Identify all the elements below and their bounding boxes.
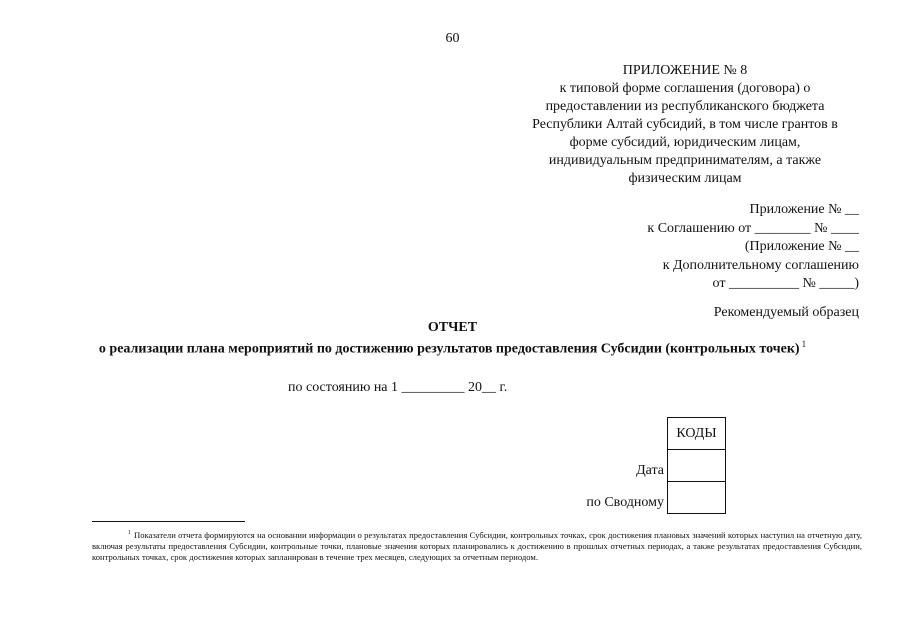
codes-summary-field[interactable] — [668, 482, 726, 514]
attachment-block — [647, 201, 859, 294]
codes-header-row — [514, 418, 726, 450]
footnote-indent — [92, 530, 128, 540]
appendix-line: к типовой форме соглашения (договора) о — [559, 81, 811, 96]
appendix-line: Республики Алтай субсидий, в том числе грантов в — [532, 117, 838, 132]
attachment-line: от __________ № _____) — [712, 276, 859, 291]
appendix-line: форме субсидий, юридическим лицам, — [569, 135, 801, 150]
codes-row-label: по Сводному — [586, 494, 664, 510]
page-number: 60 — [445, 31, 460, 46]
appendix-line: предоставлении из республиканского бюджета — [545, 99, 825, 114]
codes-row-date — [514, 450, 726, 482]
codes-table — [514, 417, 726, 514]
appendix-title: ПРИЛОЖЕНИЕ № 8 — [622, 63, 748, 78]
report-title: ОТЧЕТ — [427, 320, 478, 335]
attachment-line: Приложение № __ — [749, 202, 859, 217]
attachment-line: к Дополнительному соглашению — [662, 257, 859, 273]
footnote — [92, 528, 862, 563]
appendix-line: физическим лицам — [628, 171, 742, 186]
footnote-divider — [92, 521, 245, 522]
codes-date-field[interactable] — [668, 450, 726, 482]
as-of-date-line: по состоянию на 1 _________ 20__ г. — [288, 380, 508, 395]
footnote-reference: 1 — [801, 339, 807, 349]
attachment-line: (Приложение № __ — [744, 239, 859, 254]
codes-header-spacer — [514, 418, 668, 450]
codes-row-label: Дата — [636, 462, 664, 478]
report-subtitle — [0, 339, 905, 358]
codes-header: КОДЫ — [668, 418, 726, 450]
sample-label: Рекомендуемый образец — [713, 305, 859, 320]
appendix-header — [505, 62, 865, 188]
attachment-line: к Соглашению от ________ № ____ — [647, 220, 859, 236]
appendix-line: индивидуальным предпринимателям, а также — [548, 153, 822, 168]
report-subtitle-text: о реализации плана мероприятий по достижению результатов предоставления Субсидии (контрольных точек) — [98, 341, 800, 357]
footnote-mark: 1 — [128, 530, 131, 536]
footnote-text: Показатели отчета формируются на основании информации о результатах предоставления Субсидии, контрольных точках, срок достижения плановых значений которых наступил на отчетную дату, включая результаты предоставления Субсидии, контрольные точки, плановые значения которых планировались к достижению в прошлых отчетных периодах, а также результатах предоставления Субсидии, контрольных точках, срок достижения которых запланирован в течение трех месяцев, следующих за отчетным периодом. — [92, 529, 862, 562]
codes-row-summary — [514, 482, 726, 514]
